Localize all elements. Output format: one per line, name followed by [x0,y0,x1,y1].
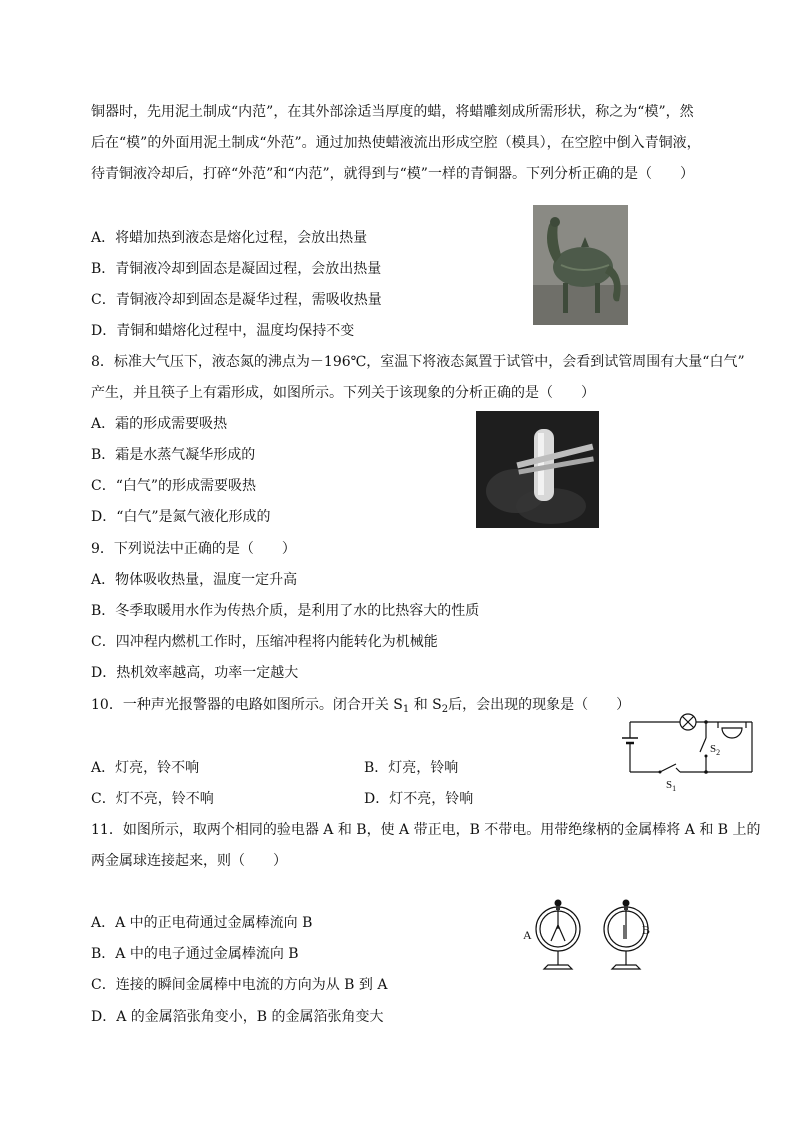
electroscopes-diagram [520,895,660,973]
q11-stem-line-2: 两金属球连接起来，则（ ） [91,853,287,869]
q8-option-a: A．霜的形成需要吸热 [91,416,228,432]
q8-stem-line-1: 8．标准大气压下，液态氮的沸点为－196℃，室温下将液态氮置于试管中，会看到试管周围有大量“白气” [91,354,745,370]
q8-option-c: C．“白气”的形成需要吸热 [91,478,257,494]
q7-option-d: D．青铜和蜡熔化过程中，温度均保持不变 [91,323,355,339]
circuit-diagram [618,710,758,792]
q8-stem-line-2: 产生，并且筷子上有霜形成，如图所示。下列关于该现象的分析正确的是（ ） [91,385,595,401]
electroscope-a-label: A [523,928,532,942]
q10-option-b: B．灯亮，铃响 [364,760,459,776]
q10-s1-subscript: 1 [402,704,410,715]
q10-option-a: A．灯亮，铃不响 [91,760,200,776]
q11-option-b: B．A 中的电子通过金属棒流向 B [91,946,299,962]
q10-stem [91,696,630,719]
s2-label: $S_2$ [710,743,721,757]
q9-option-b: B．冬季取暖用水作为传热介质，是利用了水的比热容大的性质 [91,603,480,619]
q7-option-a: A．将蜡加热到液态是熔化过程，会放出热量 [91,230,368,246]
q7-stem-line-3: 待青铜液冷却后，打碎“外范”和“内范”，就得到与“模”一样的青铜器。下列分析正确的是（ ） [91,166,694,182]
q10-option-d: D．灯不亮，铃响 [364,791,474,807]
q10-stem-b: 和 S [413,697,442,713]
metal-ball-a [555,900,562,907]
electroscope-b-label: B [642,923,651,937]
q8-option-d: D．“白气”是氮气液化形成的 [91,509,271,525]
q7-option-b: B．青铜液冷却到固态是凝固过程，会放出热量 [91,261,382,277]
q10-option-c: C．灯不亮，铃不响 [91,791,214,807]
q11-option-c: C．连接的瞬间金属棒中电流的方向为从 B 到 A [91,977,388,993]
q7-stem-line-2: 后在“模”的外面用泥土制成“外范”。通过加热使蜡液流出形成空腔（模具），在空腔中倒入青铜液， [91,135,701,151]
s1-label: $S_1$ [666,779,677,792]
q9-option-a: A．物体吸收热量，温度一定升高 [91,572,298,588]
q10-stem-a: 10．一种声光报警器的电路如图所示。闭合开关 S [91,697,403,713]
bell-icon [722,728,742,738]
bronze-vessel-photo [533,205,628,325]
metal-ball-b [623,900,630,907]
q11-stem-line-1: 11．如图所示，取两个相同的验电器 A 和 B，使 A 带正电，B 不带电。用带绝缘柄的金属棒将 A 和 B 上的 [91,822,761,838]
q9-option-c: C．四冲程内燃机工作时，压缩冲程将内能转化为机械能 [91,634,438,650]
q7-stem-line-1: 铜器时，先用泥土制成“内范”，在其外部涂适当厚度的蜡，将蜡雕刻成所需形状，称之为“模”，然 [91,104,694,120]
q10-s2-subscript: 2 [441,704,449,715]
q11-option-a: A．A 中的正电荷通过金属棒流向 B [91,915,313,931]
test-tube-photo [476,411,599,528]
q8-option-b: B．霜是水蒸气凝华形成的 [91,447,256,463]
q7-option-c: C．青铜液冷却到固态是凝华过程，需吸收热量 [91,292,382,308]
q9-stem: 9．下列说法中正确的是（ ） [91,541,296,557]
q9-option-d: D．热机效率越高，功率一定越大 [91,665,299,681]
q11-option-d: D．A 的金属箔张角变小，B 的金属箔张角变大 [91,1009,384,1025]
q10-stem-c: 后，会出现的现象是（ ） [448,697,631,713]
